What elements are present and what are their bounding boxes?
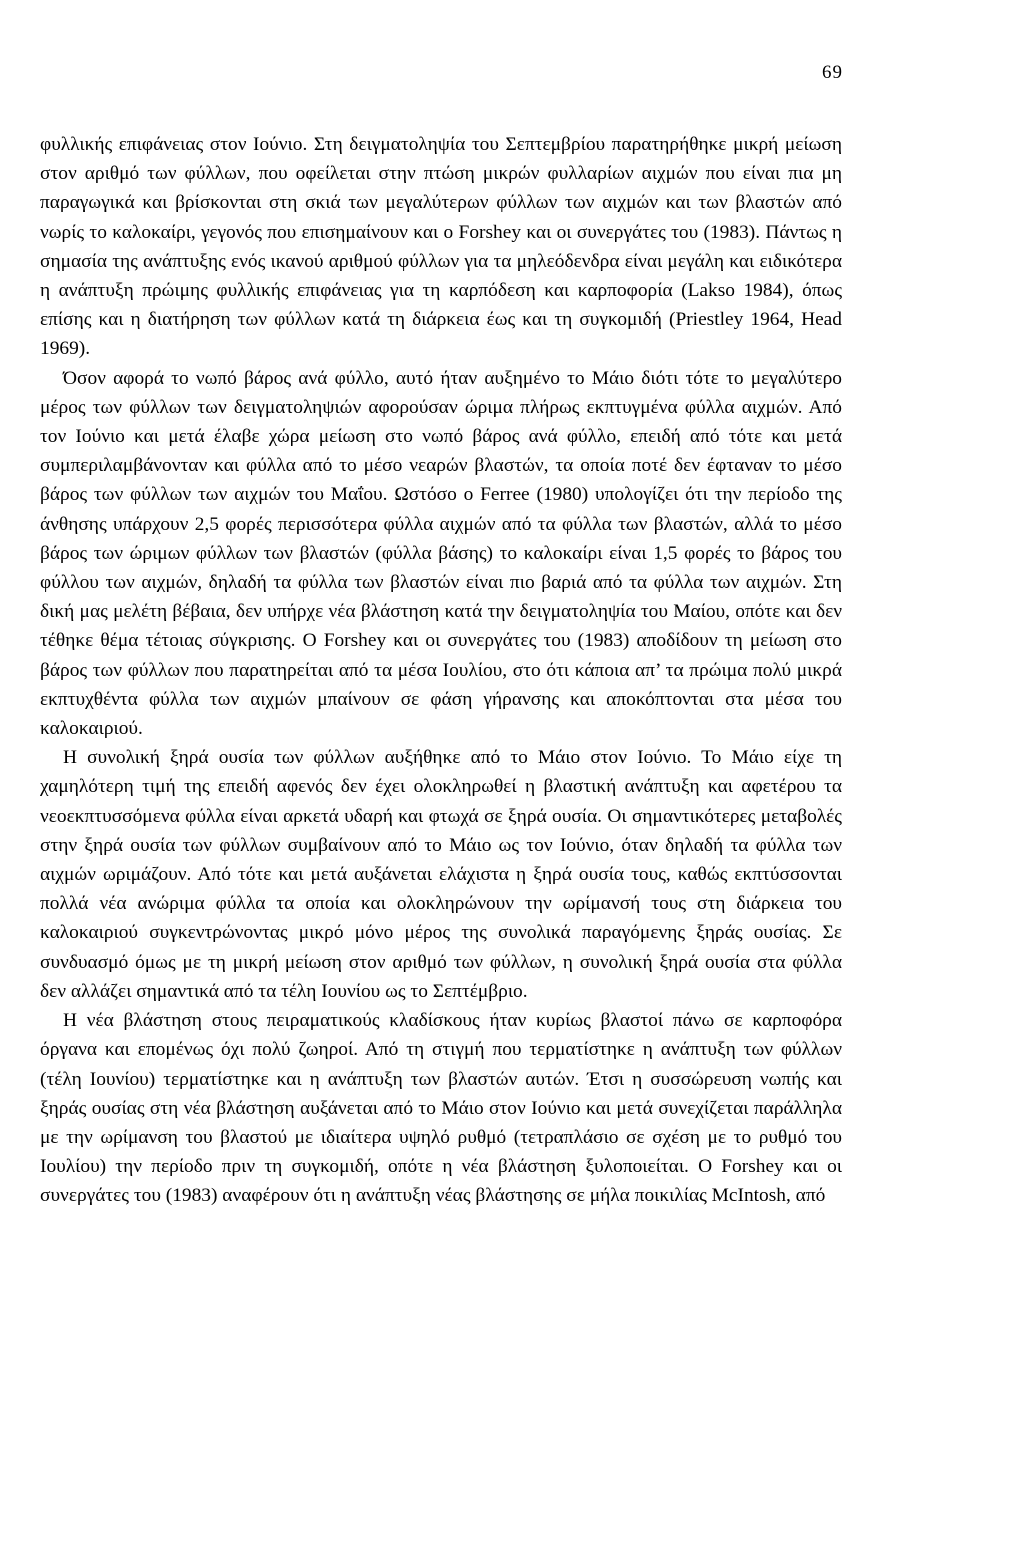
paragraph-1: φυλλικής επιφάνειας στον Ιούνιο. Στη δειγματοληψία του Σεπτεμβρίου παρατηρήθηκε μικρή μείωση στον αριθμό των φύλλων, που οφείλεται στην πτώση μικρών φυλλαρίων αιχμών που είναι πια μη παραγωγικά και βρίσκονται στη σκιά των μεγαλύτερων φύλλων των αιχμών και των βλαστών από νωρίς το καλοκαίρι, γεγονός που επισημαίνουν και ο Forshey και οι συνεργάτες του (1983). Πάντως η σημασία της ανάπτυξης ενός ικανού αριθμού φύλλων για τα μηλεόδενδρα είναι μεγάλη και ειδικότερα η ανάπτυξη πρώιμης φυλλικής επιφάνειας για τη καρπόδεση και καρποφορία (Lakso 1984), όπως επίσης και η διατήρηση των φύλλων κατά τη διάρκεια έως και τη συγκομιδή (Priestley 1964, Head 1969). bbox=[40, 134, 842, 360]
paragraph-3: Η συνολική ξηρά ουσία των φύλλων αυξήθηκε από το Μάιο στον Ιούνιο. Το Μάιο είχε τη χαμηλότερη τιμή της επειδή αφενός δεν έχει ολοκληρωθεί η βλαστική ανάπτυξη και αφετέρου τα νεοεκπτυσσόμενα φύλλα είναι αρκετά υδαρή και φτωχά σε ξηρά ουσία. Οι σημαντικότερες μεταβολές στην ξηρά ουσία των φύλλων συμβαίνουν από το Μάιο ως τον Ιούνιο, όταν δηλαδή τα φύλλα των αιχμών ωριμάζουν. Από τότε και μετά αυξάνεται ελάχιστα η ξηρά ουσία τους, καθώς εκπτύσσονται πολλά νέα ανώριμα φύλλα τα οποία και ολοκληρώνουν την ωρίμανσή τους στη διάρκεια του καλοκαιριού συγκεντρώνοντας μικρό μόνο μέρος της συνολικά παραγόμενης ξηράς ουσίας. Σε συνδυασμό όμως με τη μικρή μείωση στον αριθμό των φύλλων, η συνολική ξηρά ουσία στα φύλλα δεν αλλάζει σημαντικά από τα τέλη Ιουνίου ως το Σεπτέμβριο. bbox=[40, 747, 842, 1002]
paragraph-2: Όσον αφορά το νωπό βάρος ανά φύλλο, αυτό ήταν αυξημένο το Μάιο διότι τότε το μεγαλύτερο μέρος των φύλλων των δειγματοληψιών αφορούσαν ώριμα πλήρως εκπτυγμένα φύλλα αιχμών. Από τον Ιούνιο και μετά έλαβε χώρα μείωση στο νωπό βάρος ανά φύλλο, επειδή από τότε και μετά συμπεριλαμβάνονταν και φύλλα από το μέσο νεαρών βλαστών, τα οποία ποτέ δεν έφταναν το μέσο βάρος των φύλλων των αιχμών του Μαΐου. Ωστόσο ο Ferree (1980) υπολογίζει ότι την περίοδο της άνθησης υπάρχουν 2,5 φορές περισσότερα φύλλα αιχμών από τα φύλλα των βλαστών, αλλά το μέσο βάρος των ώριμων φύλλων των βλαστών (φύλλα βάσης) το καλοκαίρι είναι 1,5 φορές το βάρος του φύλλου των αιχμών, δηλαδή τα φύλλα των βλαστών είναι πιο βαριά από τα φύλλα των αιχμών. Στη δική μας μελέτη βέβαια, δεν υπήρχε νέα βλάστηση κατά την δειγματοληψία του Μαίου, οπότε και δεν τέθηκε θέμα τέτοιας σύγκρισης. Ο Forshey και οι συνεργάτες του (1983) αποδίδουν τη μείωση στο βάρος των φύλλων που παρατηρείται από τα μέσα Ιουλίου, στο ότι κάποια απ’ τα πρώιμα πολύ μικρά εκπτυχθέντα φύλλα των αιχμών μπαίνουν σε φάση γήρανσης και αποκόπτονται στα μέσα του καλοκαιριού. bbox=[40, 367, 842, 740]
paragraph-4: Η νέα βλάστηση στους πειραματικούς κλαδίσκους ήταν κυρίως βλαστοί πάνω σε καρποφόρα όργανα και επομένως όχι πολύ ζωηροί. Από τη στιγμή που τερματίστηκε η ανάπτυξη των φύλλων (τέλη Ιουνίου) τερματίστηκε και η ανάπτυξη των βλαστών αυτών. Έτσι η συσσώρευση νωπής και ξηράς ουσίας στη νέα βλάστηση αυξάνεται από το Μάιο στον Ιούνιο και μετά συνεχίζεται παράλληλα με την ωρίμανση του βλαστού με ιδιαίτερα υψηλό ρυθμό (τετραπλάσιο σε σχέση με το ρυθμό του Ιουλίου) την περίοδο πριν τη συγκομιδή, οπότε η νέα βλάστηση ξυλοποιείται. Ο Forshey και οι συνεργάτες του (1983) αναφέρουν ότι η ανάπτυξη νέας βλάστησης σε μήλα ποικιλίας McIntosh, από bbox=[40, 1010, 842, 1207]
document-body bbox=[40, 130, 842, 1211]
page-number: 69 bbox=[822, 62, 843, 83]
